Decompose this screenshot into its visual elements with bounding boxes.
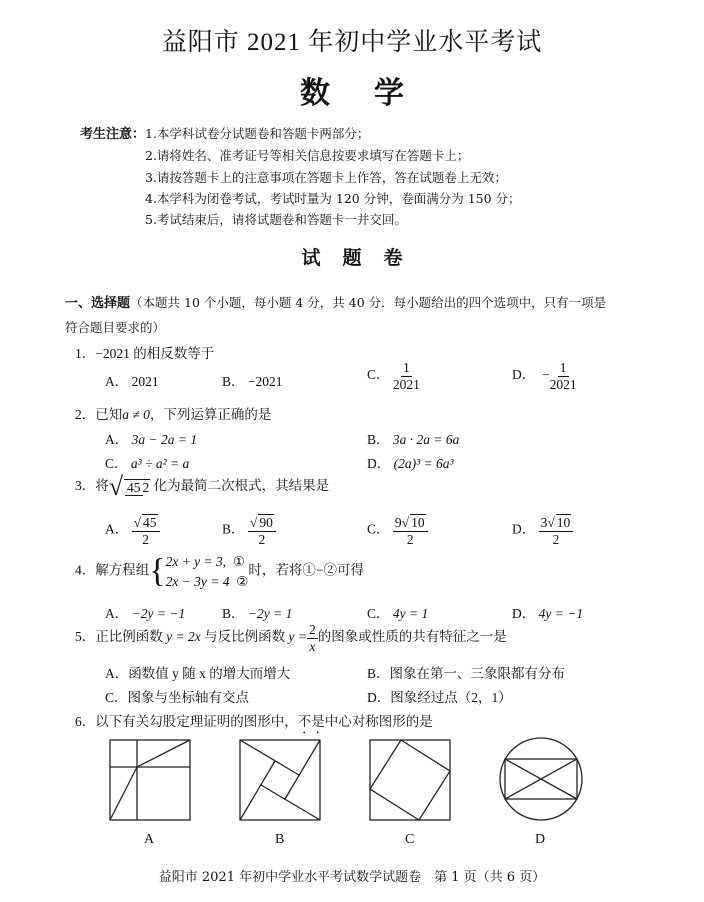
figure-c[interactable] bbox=[368, 738, 452, 822]
figure-a[interactable] bbox=[108, 738, 192, 822]
denominator: 2 bbox=[406, 531, 414, 547]
option-text: 图象与坐标轴有交点 bbox=[127, 690, 250, 705]
notice-item: 5.考试结束后，请将试题卷和答题卡一并交回。 bbox=[145, 212, 407, 227]
numerator: √ 90 bbox=[248, 514, 276, 532]
equation-tag: ① bbox=[232, 554, 246, 569]
question-stem: 解方程组 bbox=[95, 562, 150, 578]
question-stem: 中心对称图形的是 bbox=[324, 714, 433, 729]
option-text: 图象在第一、三象限都有分布 bbox=[389, 666, 566, 681]
question-number: 2． bbox=[75, 407, 96, 422]
figure-d[interactable] bbox=[498, 736, 584, 822]
figure-label-b: B bbox=[275, 832, 285, 847]
q2-option-c[interactable] bbox=[105, 452, 189, 472]
option-label: A． bbox=[105, 606, 129, 621]
denominator: 2021 bbox=[549, 376, 577, 392]
option-label: A． bbox=[105, 521, 129, 537]
radical-sign: √ bbox=[108, 472, 124, 501]
option-label: C． bbox=[367, 367, 390, 383]
exam-title: 益阳市 2021 年初中学业水平考试 bbox=[161, 29, 543, 56]
q3-option-a[interactable] bbox=[105, 514, 160, 547]
option-label: B． bbox=[367, 666, 390, 681]
equation-system bbox=[166, 552, 249, 591]
subject-char: 学 bbox=[374, 76, 404, 111]
option-text: −2y = 1 bbox=[247, 606, 293, 621]
option-text: −2021 bbox=[247, 374, 283, 389]
question-number: 6． bbox=[75, 714, 96, 729]
sign: − bbox=[542, 367, 550, 383]
radicand: 45 bbox=[143, 515, 157, 530]
option-label: D． bbox=[367, 456, 391, 471]
inner-square bbox=[370, 740, 450, 820]
outer-square bbox=[110, 740, 190, 820]
q3-option-d[interactable] bbox=[512, 514, 573, 547]
option-label: B． bbox=[367, 432, 390, 447]
numerator: 2 bbox=[308, 622, 316, 637]
fraction bbox=[550, 360, 577, 392]
option-label: A． bbox=[105, 374, 129, 389]
denominator: 2 bbox=[142, 479, 150, 495]
denominator: 2 bbox=[142, 531, 149, 547]
fraction bbox=[248, 514, 276, 547]
notice-item: 1.本学科试卷分试题卷和答题卡两部分； bbox=[145, 126, 370, 141]
question-stem: ，下列运算正确的是 bbox=[149, 407, 272, 422]
fraction bbox=[132, 514, 160, 547]
question-4 bbox=[75, 552, 364, 591]
denominator: 2 bbox=[552, 531, 560, 547]
q1-option-b[interactable] bbox=[222, 370, 283, 390]
fraction bbox=[393, 360, 420, 392]
diagonal-line bbox=[110, 767, 137, 820]
option-text: 3a − 2a = 1 bbox=[131, 432, 198, 447]
option-text: 3a · 2a = 6a bbox=[392, 432, 460, 447]
option-text: a³ ÷ a² = a bbox=[130, 456, 190, 471]
q5-option-b[interactable] bbox=[367, 662, 565, 682]
q5-option-d[interactable] bbox=[367, 686, 512, 706]
emphasis-text: 不是 bbox=[297, 714, 325, 729]
option-text: −2y = −1 bbox=[131, 606, 186, 621]
q1-option-c[interactable] bbox=[367, 360, 420, 392]
equation-text: 2x − 3y = 4 bbox=[165, 573, 230, 589]
subject-char: 数 bbox=[300, 76, 330, 111]
option-text: (2a)³ = 6a³ bbox=[393, 456, 454, 471]
section-title-char: 试 bbox=[301, 247, 321, 269]
numerator: 1 bbox=[559, 360, 567, 375]
numerator: √ 45 bbox=[132, 514, 160, 532]
option-label: B． bbox=[222, 521, 245, 537]
option-text: 函数值 y 随 x 的增大而增大 bbox=[128, 666, 291, 681]
section-title bbox=[0, 243, 704, 270]
question-number: 1． bbox=[75, 346, 96, 361]
option-text: 图象经过点（2，1） bbox=[390, 690, 512, 705]
q3-option-c[interactable] bbox=[367, 514, 428, 547]
denominator: 2021 bbox=[392, 376, 420, 392]
radicand: 90 bbox=[259, 515, 273, 530]
notice-item: 3.请按答题卡上的注意事项在答题卡上作答，答在试题卷上无效； bbox=[145, 170, 507, 185]
q2-option-d[interactable] bbox=[367, 452, 454, 472]
option-label: C． bbox=[367, 521, 390, 537]
question-stem: 以下有关勾股定理证明的图形中， bbox=[95, 714, 298, 729]
outer-square bbox=[240, 740, 320, 820]
option-label: A． bbox=[105, 432, 129, 447]
numerator: 1 bbox=[403, 360, 410, 375]
question-number: 4． bbox=[75, 562, 96, 578]
question-5 bbox=[75, 622, 507, 654]
fraction bbox=[393, 514, 428, 547]
outer-square bbox=[370, 740, 450, 820]
radicand-fraction bbox=[124, 479, 150, 496]
question-stem: 正比例函数 bbox=[95, 629, 163, 645]
numerator: 9√ 10 bbox=[393, 514, 428, 532]
notice-item: 2.请将姓名、准考证号等相关信息按要求填写在答题卡上； bbox=[145, 148, 470, 163]
equation-1 bbox=[166, 552, 249, 572]
question-number: 5． bbox=[75, 629, 96, 645]
section-title-char: 卷 bbox=[383, 247, 403, 269]
question-6 bbox=[75, 710, 433, 737]
q1-option-a[interactable] bbox=[105, 370, 159, 390]
section1-heading: 一、选择题 bbox=[65, 296, 131, 311]
option-label: D． bbox=[367, 690, 391, 705]
option-label: B． bbox=[222, 374, 245, 389]
equation-tag: ② bbox=[236, 573, 249, 589]
diagonal-line bbox=[137, 740, 190, 767]
q2-option-a[interactable] bbox=[105, 428, 197, 448]
q4-option-c[interactable] bbox=[367, 602, 428, 622]
question-stem: 将 bbox=[95, 478, 109, 494]
question-2 bbox=[75, 403, 271, 423]
question-number: 3． bbox=[75, 478, 96, 494]
denominator: 2 bbox=[258, 531, 266, 547]
option-label: C． bbox=[367, 606, 390, 621]
figure-label-a: A bbox=[144, 832, 155, 847]
equation-text: 2x + y = 3, bbox=[165, 554, 227, 569]
option-label: D． bbox=[512, 606, 536, 621]
condition: a ≠ 0 bbox=[122, 407, 150, 422]
coefficient: 3 bbox=[540, 515, 548, 530]
q4-option-d[interactable] bbox=[512, 602, 583, 622]
numerator: 45 bbox=[127, 479, 141, 495]
q4-option-a[interactable] bbox=[105, 602, 185, 622]
option-label: D． bbox=[512, 367, 536, 383]
section1-heading-line bbox=[65, 292, 606, 311]
notice-label: 考生注意： bbox=[80, 127, 146, 142]
q2-option-b[interactable] bbox=[367, 428, 459, 448]
section1-desc-cont: 符合题目要求的） bbox=[65, 320, 166, 335]
question-stem: 化为最简二次根式，其结果是 bbox=[153, 478, 330, 494]
notice-item: 4.本学科为闭卷考试，考试时量为 120 分钟，卷面满分为 150 分； bbox=[145, 191, 521, 206]
option-text: 2021 bbox=[131, 374, 159, 389]
q3-option-b[interactable] bbox=[222, 514, 276, 547]
radicand: 10 bbox=[556, 515, 571, 530]
radicand: 10 bbox=[411, 515, 425, 530]
option-label: C． bbox=[105, 690, 128, 705]
figure-label-c: C bbox=[405, 832, 415, 847]
figure-label-d: D bbox=[535, 832, 546, 847]
q5-option-c[interactable] bbox=[105, 686, 249, 706]
question-3 bbox=[75, 472, 329, 502]
coefficient: 9 bbox=[394, 515, 402, 530]
brace: { bbox=[149, 552, 166, 590]
page-footer: 益阳市 2021 年初中学业水平考试数学试题卷 第 1 页（共 6 页） bbox=[158, 870, 546, 885]
option-label: A． bbox=[105, 666, 129, 681]
option-text: 4y = 1 bbox=[392, 606, 429, 621]
question-1 bbox=[75, 342, 214, 362]
fraction bbox=[307, 622, 318, 654]
figure-b[interactable] bbox=[238, 738, 322, 822]
fraction bbox=[539, 514, 574, 547]
question-stem: 与反比例函数 bbox=[204, 629, 286, 645]
option-text: 4y = −1 bbox=[538, 606, 584, 621]
function-1: y = 2x bbox=[166, 629, 201, 645]
denominator: x bbox=[309, 638, 316, 654]
function-2-lhs: y = bbox=[288, 629, 307, 645]
numerator: 3√ 10 bbox=[539, 514, 574, 532]
option-label: D． bbox=[512, 521, 536, 537]
option-label: C． bbox=[105, 456, 128, 471]
question-stem: 已知 bbox=[95, 407, 123, 422]
question-stem: −2021 的相反数等于 bbox=[95, 346, 215, 361]
q1-option-d[interactable] bbox=[512, 360, 577, 392]
subject-title bbox=[0, 68, 704, 112]
q4-option-b[interactable] bbox=[222, 602, 292, 622]
equation-2 bbox=[166, 572, 249, 592]
section-title-char: 题 bbox=[342, 247, 362, 269]
question-stem: 的图象或性质的共有特征之一是 bbox=[317, 629, 507, 645]
option-label: B． bbox=[222, 606, 245, 621]
question-stem: 时，若将①−②可得 bbox=[248, 562, 365, 578]
q5-option-a[interactable] bbox=[105, 662, 290, 682]
section1-desc: （本题共 10 个小题，每小题 4 分，共 40 分．每小题给出的四个选项中，只有一项是 bbox=[130, 295, 607, 310]
